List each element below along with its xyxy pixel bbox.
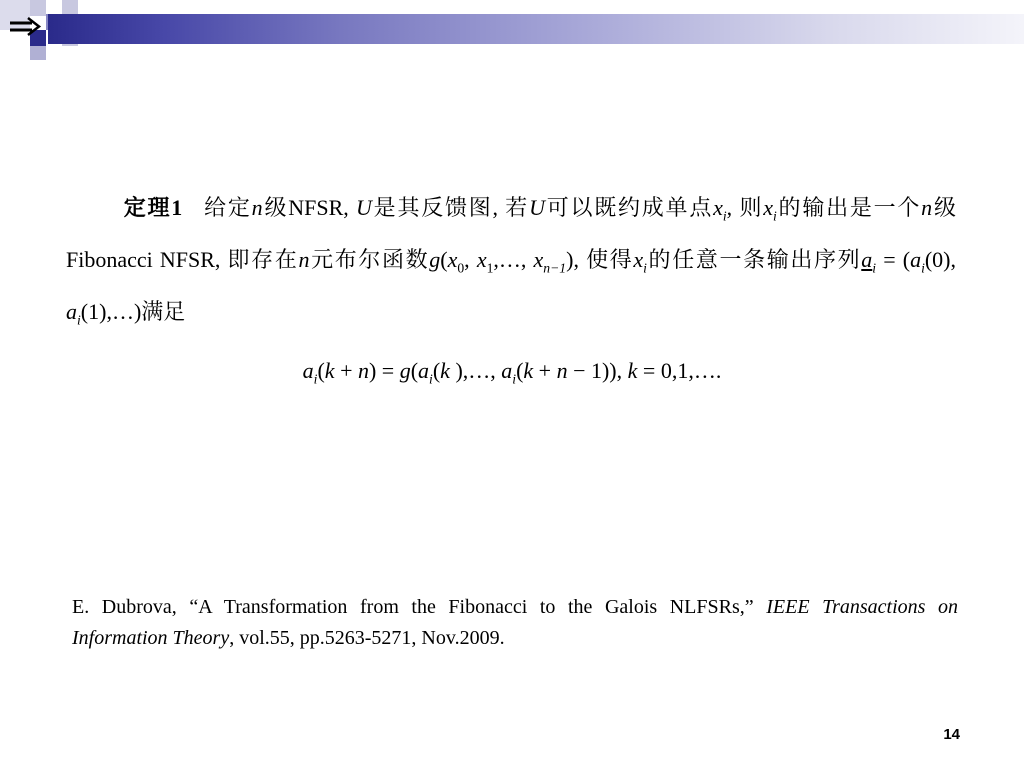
theorem-line-1 <box>66 182 956 338</box>
math-sub: i <box>643 260 647 276</box>
math-var: a <box>861 247 873 272</box>
math-text: = 0,1,…. <box>637 358 722 383</box>
math-sub: i <box>313 371 318 387</box>
math-text: ( <box>516 358 524 383</box>
math-var: k <box>440 358 450 383</box>
math-var: x <box>713 195 723 220</box>
math-var: g <box>399 358 411 383</box>
math-var: n <box>298 247 310 272</box>
text: 级Fibonacci NFSR, 即存在 <box>66 195 956 272</box>
decor-square <box>30 46 46 60</box>
text: 是其反馈图, 若 <box>371 195 530 220</box>
text: 级NFSR, <box>262 195 357 220</box>
math-var: x <box>533 247 544 272</box>
math-var: a <box>501 358 513 383</box>
theorem-block <box>66 182 956 338</box>
text: 可以既约成单点 <box>544 195 714 220</box>
math-var: n <box>556 358 568 383</box>
text: (0), <box>924 247 957 272</box>
math-var: a <box>66 299 77 324</box>
math-text: ( <box>432 358 441 383</box>
math-sub: i <box>429 371 433 387</box>
decor-square <box>30 0 46 16</box>
math-var: a <box>418 358 430 383</box>
text: ( <box>440 247 448 272</box>
math-sub: i <box>77 312 81 328</box>
math-var: a <box>302 358 314 383</box>
math-var: x <box>447 247 458 272</box>
text: 给定 <box>204 195 252 220</box>
reference-citation <box>72 592 958 654</box>
math-var: k <box>324 358 335 383</box>
double-arrow-icon <box>8 16 42 38</box>
text: (1),…)满足 <box>80 299 186 324</box>
math-sub: n−1 <box>543 260 567 276</box>
text: 的 <box>776 195 803 220</box>
text: ), 使得 <box>566 247 634 272</box>
math-sub: i <box>722 208 727 224</box>
math-var: x <box>633 247 644 272</box>
math-sub: i <box>512 371 517 387</box>
math-var: k <box>627 358 638 383</box>
math-text: ) = <box>368 358 400 383</box>
math-var: U <box>356 195 372 220</box>
math-sub: 1 <box>486 260 494 276</box>
math-var: x <box>763 195 773 220</box>
reference-journal: IEEE Transactions on Information Theory <box>72 596 959 649</box>
math-text: ( <box>317 358 325 383</box>
text: = ( <box>876 247 911 272</box>
header-decoration <box>0 0 1024 60</box>
math-sub: i <box>772 208 777 224</box>
math-var: U <box>529 195 545 220</box>
math-var: x <box>476 247 487 272</box>
math-sub: i <box>872 260 877 276</box>
text: , 则 <box>726 195 764 220</box>
math-text: ),…, <box>449 358 502 383</box>
math-var: n <box>251 195 263 220</box>
math-text: ( <box>410 358 419 383</box>
math-var: n <box>357 358 369 383</box>
theorem-label: 定理1 <box>122 195 183 220</box>
text: 的任意一条输出序列 <box>646 247 862 272</box>
text: 元布尔函数 <box>309 247 430 272</box>
math-text: + <box>533 358 557 383</box>
math-var: n <box>921 195 933 220</box>
math-text: − 1)), <box>567 358 628 383</box>
page-number: 14 <box>943 726 960 743</box>
reference-authors-title: E. Dubrova, “A Transformation from the Fibonacci to the Galois NLFSRs,” <box>72 596 767 618</box>
math-var: g <box>429 247 441 272</box>
text: ,…, <box>493 247 534 272</box>
math-var: k <box>523 358 534 383</box>
math-text: + <box>334 358 358 383</box>
text: , <box>464 247 477 272</box>
header-gradient-bar <box>48 14 1024 44</box>
math-sub: 0 <box>457 260 465 276</box>
reference-details: , vol.55, pp.5263-5271, Nov.2009. <box>229 627 505 649</box>
text: 输出是一个 <box>802 195 922 220</box>
math-sub: i <box>921 260 925 276</box>
recurrence-formula <box>0 358 1024 387</box>
math-var: a <box>910 247 922 272</box>
